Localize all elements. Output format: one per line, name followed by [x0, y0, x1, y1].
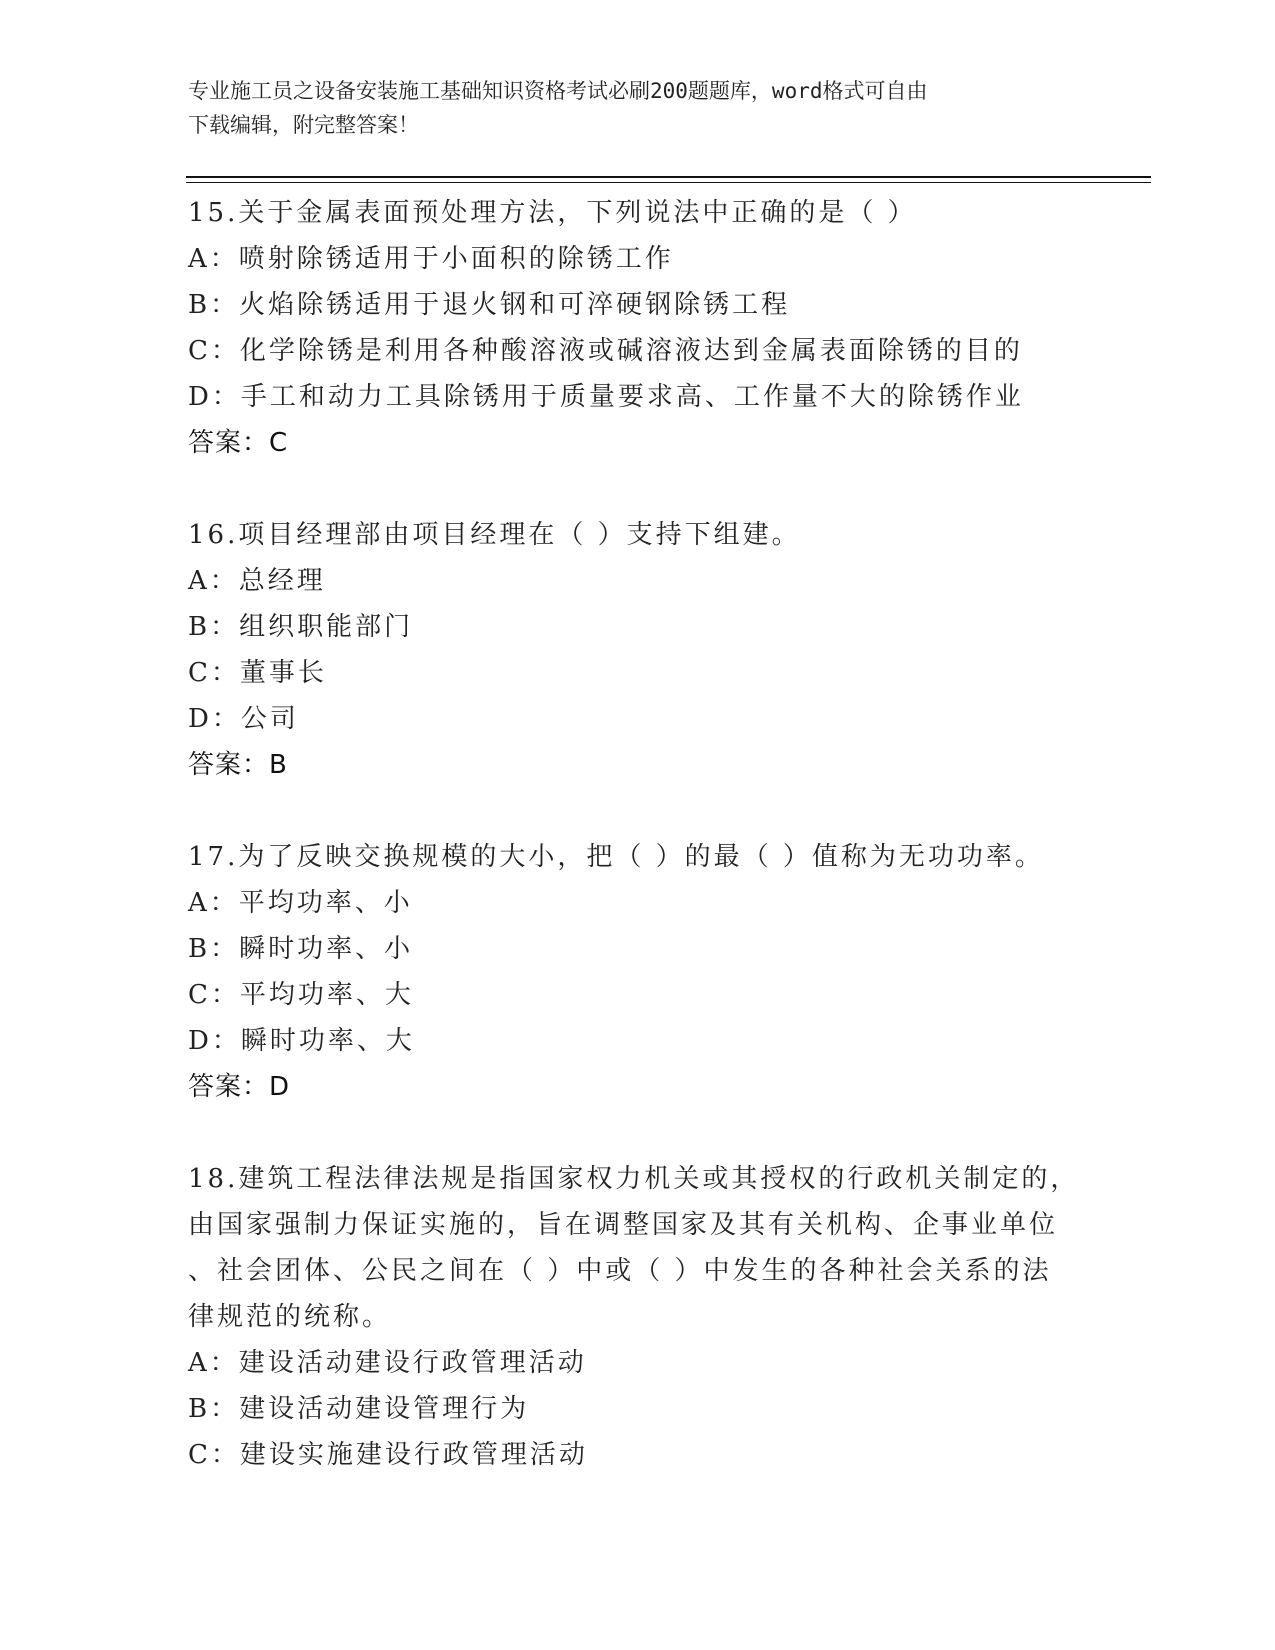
- option-c: C：董事长: [188, 658, 327, 688]
- question-18: [188, 1156, 1088, 1478]
- question-stem: 16.项目经理部由项目经理在（ ）支持下组建。: [188, 520, 801, 550]
- question-stem: 15.关于金属表面预处理方法，下列说法中正确的是（ ）: [188, 198, 917, 228]
- header-divider-thick: [186, 176, 1151, 178]
- option-a: A：建设活动建设行政管理活动: [188, 1348, 587, 1378]
- question-stem-line: 、社会团体、公民之间在（ ）中或（ ）中发生的各种社会关系的法: [188, 1256, 1052, 1286]
- option-c: C：化学除锈是利用各种酸溶液或碱溶液达到金属表面除锈的目的: [188, 336, 1023, 366]
- option-c: C：建设实施建设行政管理活动: [188, 1440, 588, 1470]
- option-b: B：瞬时功率、小: [188, 934, 414, 964]
- header-line-2: 下载编辑，附完整答案！: [188, 113, 419, 137]
- answer-label: 答案：C: [188, 428, 289, 458]
- question-15: [188, 190, 1088, 466]
- question-stem: 17.为了反映交换规模的大小，把（ ）的最（ ）值称为无功功率。: [188, 842, 1044, 872]
- option-c: C：平均功率、大: [188, 980, 414, 1010]
- header-line-1: 专业施工员之设备安装施工基础知识资格考试必刷200题题库，word格式可自由: [188, 79, 928, 103]
- option-a: A：平均功率、小: [188, 888, 413, 918]
- option-d: D：手工和动力工具除锈用于质量要求高、工作量不大的除锈作业: [188, 382, 1024, 412]
- answer-label: 答案：D: [188, 1072, 291, 1102]
- header-divider-thin: [186, 182, 1151, 183]
- answer-label: 答案：B: [188, 750, 288, 780]
- question-17: [188, 834, 1088, 1110]
- question-stem-line: 由国家强制力保证实施的，旨在调整国家及其有关机构、企事业单位: [188, 1210, 1059, 1240]
- question-stem-line: 律规范的统称。: [188, 1302, 392, 1332]
- question-16: [188, 512, 1088, 788]
- question-stem-line: 18.建筑工程法律法规是指国家权力机关或其授权的行政机关制定的，: [188, 1164, 1080, 1194]
- option-a: A：总经理: [188, 566, 326, 596]
- document-header: [188, 74, 1068, 142]
- option-b: B：建设活动建设管理行为: [188, 1394, 530, 1424]
- option-d: D：瞬时功率、大: [188, 1026, 415, 1056]
- option-b: B：火焰除锈适用于退火钢和可淬硬钢除锈工程: [188, 290, 791, 320]
- option-b: B：组织职能部门: [188, 612, 414, 642]
- question-list: [188, 190, 1088, 1524]
- option-a: A：喷射除锈适用于小面积的除锈工作: [188, 244, 674, 274]
- option-d: D：公司: [188, 704, 299, 734]
